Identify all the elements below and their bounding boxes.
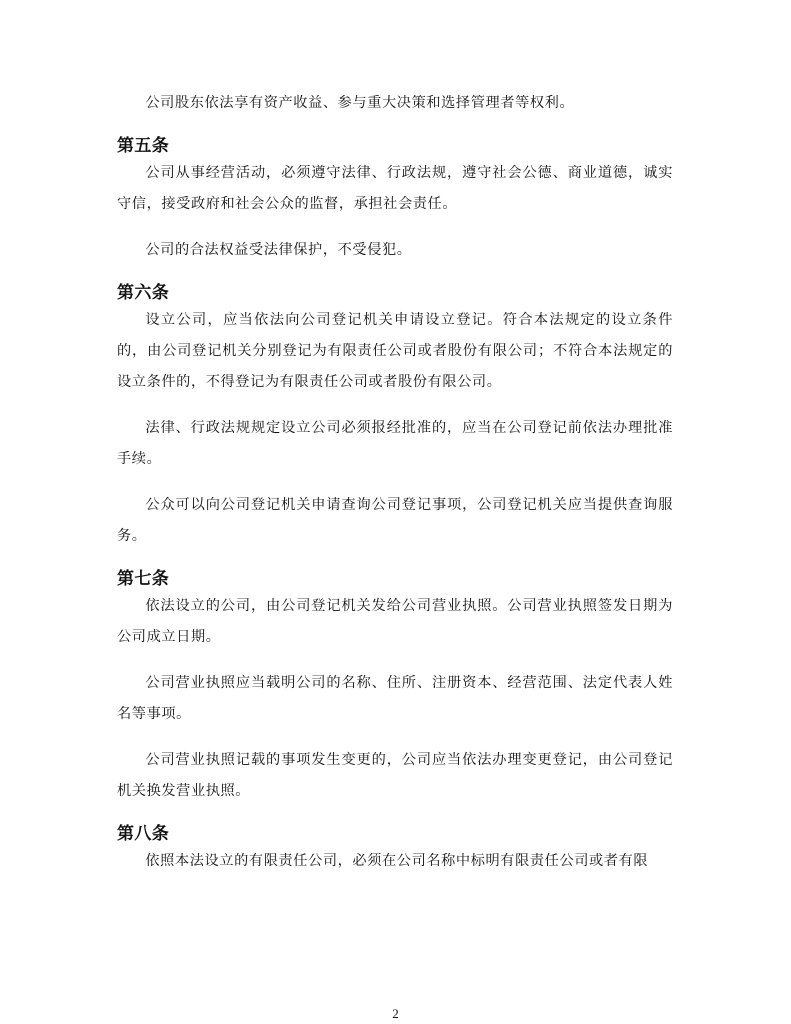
paragraph-article-7-license-change: 公司营业执照记载的事项发生变更的，公司应当依法办理变更登记，由公司登记机关换发营业执照。 [117,752,673,799]
article-heading-6: 第六条 [117,283,170,303]
paragraph-shareholder-rights: 公司股东依法享有资产收益、参与重大决策和选择管理者等权利。 [145,95,575,111]
paragraph-article-5-obligations: 公司从事经营活动，必须遵守法律、行政法规，遵守社会公德、商业道德，诚实守信，接受政府和社会公众的监督，承担社会责任。 [117,165,673,212]
paragraph-article-6-inquiry: 公众可以向公司登记机关申请查询公司登记事项，公司登记机关应当提供查询服务。 [117,497,673,544]
paragraph-article-6-registration: 设立公司，应当依法向公司登记机关申请设立登记。符合本法规定的设立条件的，由公司登记机关分别登记为有限责任公司或者股份有限公司；不符合本法规定的设立条件的，不得登记为有限责任公司或者股份有限公司。 [117,312,673,390]
article-heading-5: 第五条 [117,136,170,156]
page-number: 2 [392,1006,399,1021]
article-heading-8: 第八条 [117,824,170,844]
article-heading-7: 第七条 [117,569,170,589]
document-body [117,88,673,877]
paragraph-article-6-approval: 法律、行政法规规定设立公司必须报经批准的，应当在公司登记前依法办理批准手续。 [117,420,673,467]
paragraph-article-7-license-contents: 公司营业执照应当载明公司的名称、住所、注册资本、经营范围、法定代表人姓名等事项。 [117,675,673,722]
paragraph-article-8-naming: 依照本法设立的有限责任公司，必须在公司名称中标明有限责任公司或者有限 [145,853,649,869]
paragraph-article-5-protection: 公司的合法权益受法律保护，不受侵犯。 [145,242,412,258]
paragraph-article-7-license: 依法设立的公司，由公司登记机关发给公司营业执照。公司营业执照签发日期为公司成立日期。 [117,598,673,645]
